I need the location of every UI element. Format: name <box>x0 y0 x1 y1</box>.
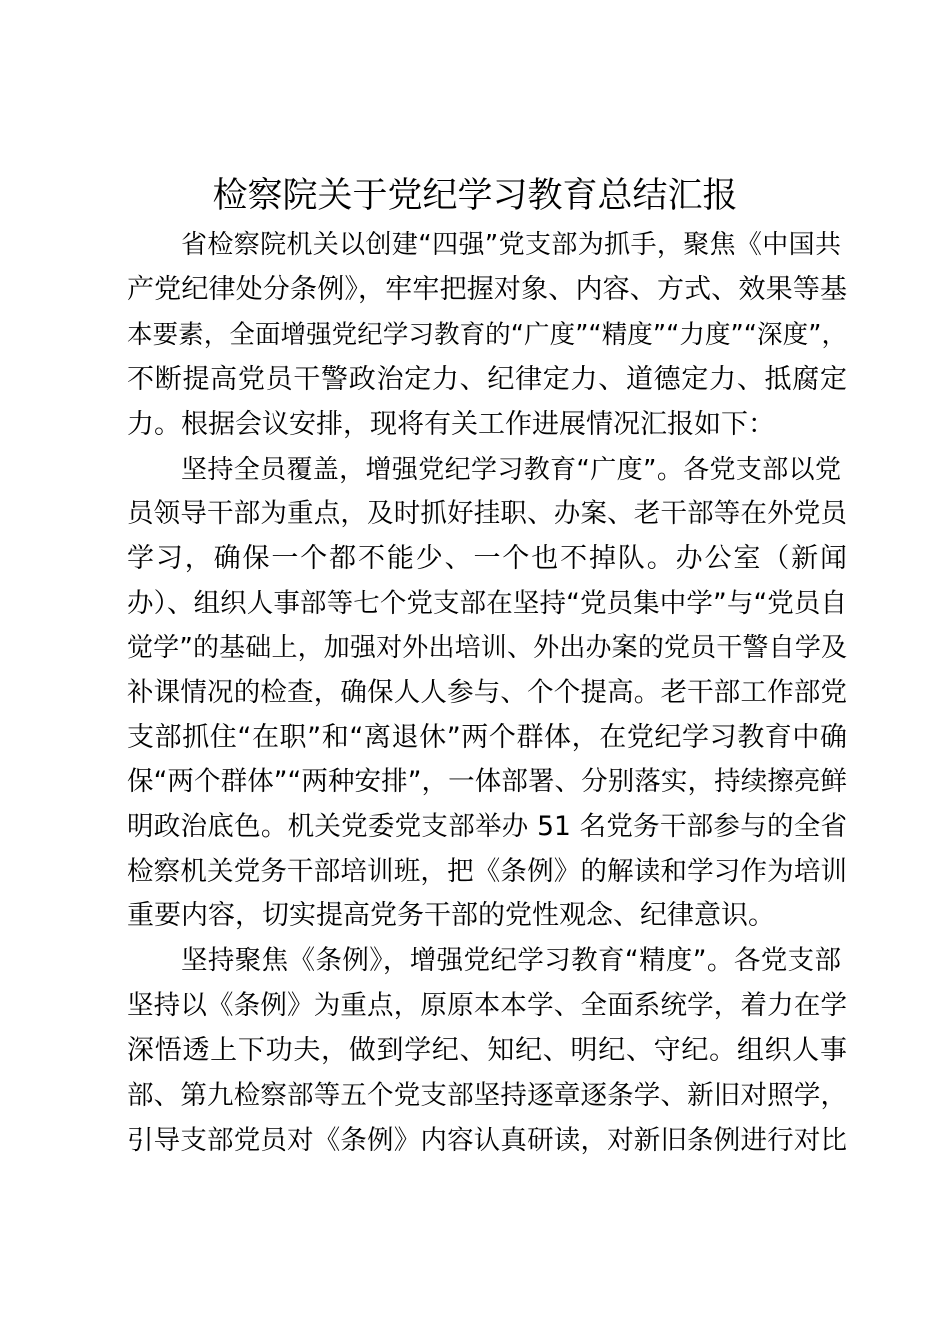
paragraph-2-line-7: 支部抓住“在职”和“离退休”两个群体，在党纪学习教育中确 <box>127 722 847 753</box>
paragraph-2-line-5: 觉学”的基础上，加强对外出培训、外出办案的党员干警自学及 <box>127 633 847 663</box>
paragraph-1-line-5: 力。根据会议安排，现将有关工作进展情况汇报如下： <box>127 409 775 440</box>
paragraph-3-line-1: 坚持聚焦《条例》，增强党纪学习教育“精度”。各党支部 <box>181 945 841 976</box>
paragraph-2-line-8: 保“两个群体”“两种安排”，一体部署、分别落实，持续擦亮鲜 <box>127 766 847 797</box>
paragraph-2-line-6: 补课情况的检查，确保人人参与、个个提高。老干部工作部党 <box>127 677 847 708</box>
document-title: 检察院关于党纪学习教育总结汇报 <box>212 176 738 216</box>
paragraph-2-line-1: 坚持全员覆盖，增强党纪学习教育“广度”。各党支部以党 <box>181 455 841 485</box>
paragraph-3-line-3: 深悟透上下功夫，做到学纪、知纪、明纪、守纪。组织人事 <box>127 1035 847 1066</box>
paragraph-2-line-11: 重要内容，切实提高党务干部的党性观念、纪律意识。 <box>127 900 775 931</box>
paragraph-2-line-9: 明政治底色。机关党委党支部举办 51 名党务干部参与的全省 <box>127 811 847 842</box>
paragraph-1-line-3: 本要素，全面增强党纪学习教育的“广度”“精度”“力度”“深度”， <box>127 320 847 350</box>
paragraph-2-line-10: 检察机关党务干部培训班，把《条例》的解读和学习作为培训 <box>127 856 847 887</box>
paragraph-1-line-1: 省检察院机关以创建“四强”党支部为抓手，聚焦《中国共 <box>181 230 841 260</box>
paragraph-3-line-4: 部、第九检察部等五个党支部坚持逐章逐条学、新旧对照学， <box>127 1080 847 1111</box>
paragraph-2-line-3: 学习，确保一个都不能少、一个也不掉队。办公室（新闻 <box>127 543 847 574</box>
paragraph-1-line-2: 产党纪律处分条例》，牢牢把握对象、内容、方式、效果等基 <box>127 274 847 305</box>
paragraph-3-line-5: 引导支部党员对《条例》内容认真研读，对新旧条例进行对比 <box>127 1125 847 1156</box>
paragraph-3-line-2: 坚持以《条例》为重点，原原本本学、全面系统学，着力在学 <box>127 990 847 1021</box>
paragraph-2-line-4: 办）、组织人事部等七个党支部在坚持“党员集中学”与“党员自 <box>127 588 847 619</box>
paragraph-1-line-4: 不断提高党员干警政治定力、纪律定力、道德定力、抵腐定 <box>127 364 847 395</box>
paragraph-2-line-2: 员领导干部为重点，及时抓好挂职、办案、老干部等在外党员 <box>127 498 847 529</box>
